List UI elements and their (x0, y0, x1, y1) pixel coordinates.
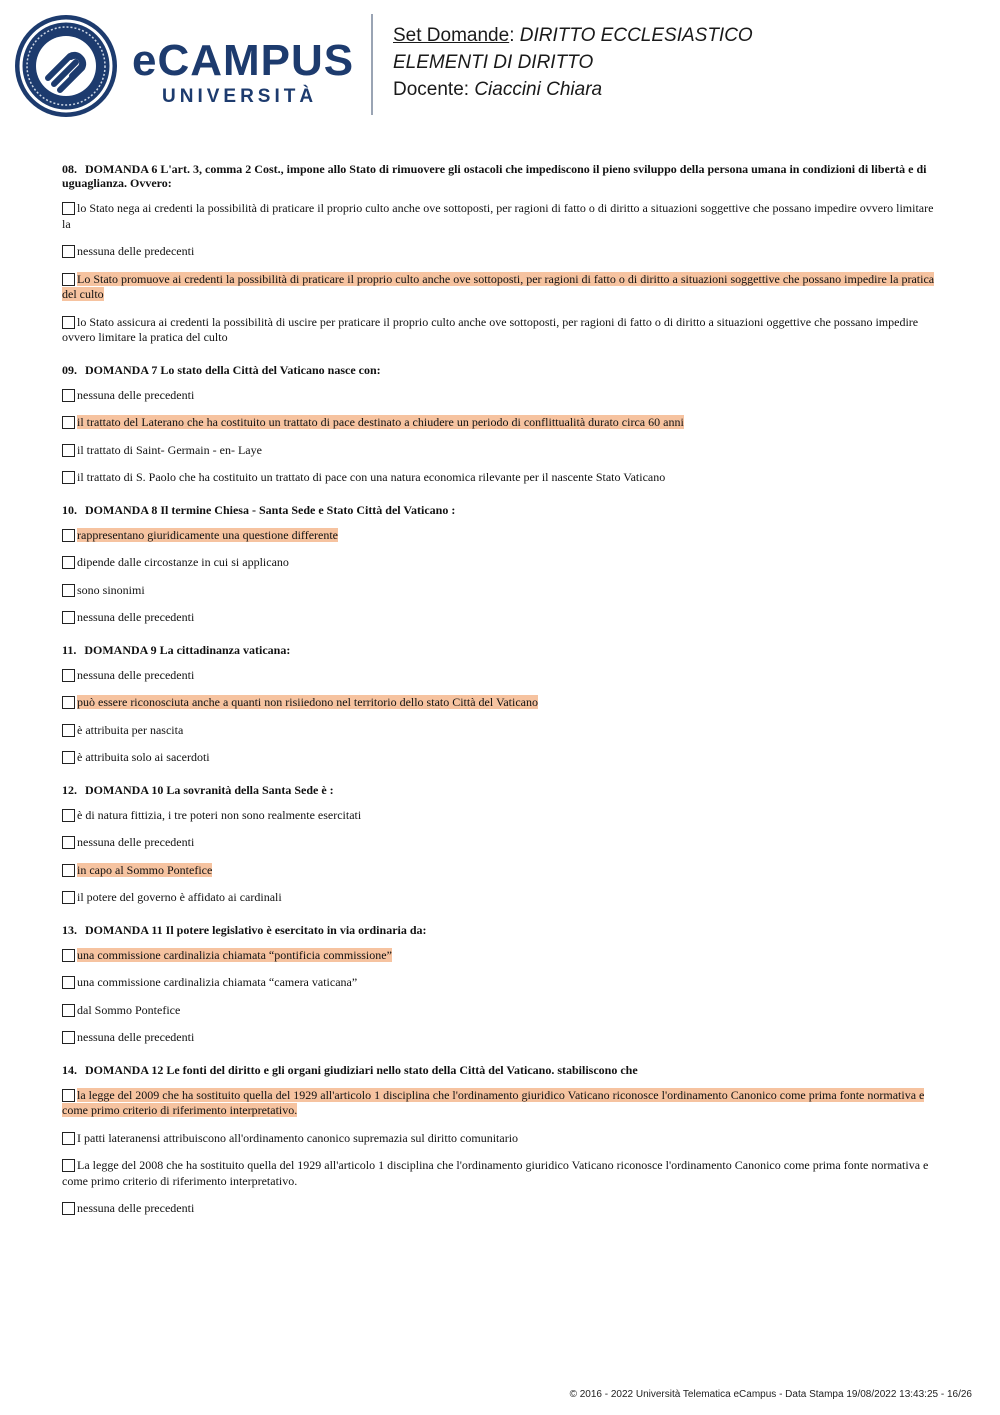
checkbox-icon[interactable] (62, 1132, 75, 1145)
question-title (62, 162, 938, 190)
question-title (62, 923, 938, 937)
checkbox-icon[interactable] (62, 273, 75, 286)
answer-option (62, 443, 938, 459)
question-block (62, 643, 938, 766)
checkbox-icon[interactable] (62, 416, 75, 429)
question-text: DOMANDA 7 Lo stato della Città del Vaticano nasce con: (85, 362, 381, 377)
answer-option (62, 1158, 938, 1189)
set-label: Set Domande (393, 25, 510, 46)
answer-text: è attribuita per nascita (77, 722, 184, 737)
page-header (0, 0, 1000, 130)
answer-text: il trattato del Laterano che ha costituito un trattato di pace destinato a chiudere un periodo di conflittualità durato circa 60 anni (77, 415, 684, 429)
question-number: 12. (62, 782, 77, 797)
answer-text: Lo Stato promuove ai credenti la possibilità di praticare il proprio culto anche ove sottoposti, per ragioni di fatto o di diritto a situazioni soggettive che possano impedire la pratica del culto (62, 271, 935, 301)
question-block (62, 783, 938, 906)
answer-option-correct (62, 863, 938, 879)
answer-text: nessuna delle precedenti (77, 387, 195, 402)
checkbox-icon[interactable] (62, 556, 75, 569)
question-number: 13. (62, 922, 77, 937)
checkbox-icon[interactable] (62, 584, 75, 597)
answer-option-correct (62, 415, 938, 431)
answer-text: nessuna delle precedenti (77, 1201, 195, 1215)
checkbox-icon[interactable] (62, 389, 75, 402)
checkbox-icon[interactable] (62, 724, 75, 737)
question-number: 09. (62, 362, 77, 377)
checkbox-icon[interactable] (62, 611, 75, 624)
answer-option (62, 1003, 938, 1019)
checkbox-icon[interactable] (62, 202, 75, 215)
answer-option (62, 201, 938, 232)
answer-text: in capo al Sommo Pontefice (77, 862, 213, 877)
answer-text: nessuna delle precedenti (77, 1030, 195, 1044)
answer-text: è attribuita solo ai sacerdoti (77, 750, 210, 764)
ecampus-wordmark (132, 36, 362, 116)
answer-text: dipende dalle circostanze in cui si applicano (77, 555, 289, 569)
question-number: 10. (62, 502, 77, 517)
answer-text: può essere riconosciuta anche a quanti non risiiedono nel territorio dello stato Città del Vaticano (77, 695, 538, 709)
answer-option-correct (62, 948, 938, 964)
checkbox-icon[interactable] (62, 1004, 75, 1017)
answer-option (62, 1131, 938, 1147)
question-block (62, 1063, 938, 1217)
checkbox-icon[interactable] (62, 1159, 75, 1172)
checkbox-icon[interactable] (62, 836, 75, 849)
checkbox-icon[interactable] (62, 864, 75, 877)
checkbox-icon[interactable] (62, 751, 75, 764)
answer-option (62, 555, 938, 571)
answer-option (62, 315, 938, 346)
teacher-label: Docente: (393, 79, 470, 100)
question-title (62, 643, 938, 657)
answer-option (62, 723, 938, 739)
checkbox-icon[interactable] (62, 245, 75, 258)
question-number: 14. (62, 1062, 77, 1077)
question-title (62, 503, 938, 517)
question-title (62, 363, 938, 377)
checkbox-icon[interactable] (62, 1031, 75, 1044)
answer-option (62, 610, 938, 626)
answer-option (62, 890, 938, 906)
answer-option (62, 975, 938, 991)
question-text: DOMANDA 6 L'art. 3, comma 2 Cost., impone allo Stato di rimuovere gli ostacoli che impediscono il pieno sviluppo della persona umana in condizioni di libertà e di uguaglianza. Ovvero: (62, 162, 927, 190)
question-block (62, 363, 938, 486)
set-value: DIRITTO ECCLESIASTICO (519, 25, 753, 46)
answer-text: lo Stato nega ai credenti la possibilità di praticare il proprio culto anche ove sottoposti, per ragioni di fatto o di diritto a situazioni soggettive che possano impedire ovvero limitare la (62, 201, 934, 231)
answer-option (62, 470, 938, 486)
answer-option (62, 835, 938, 851)
question-text: DOMANDA 10 La sovranità della Santa Sede è : (85, 782, 334, 797)
answer-option (62, 244, 938, 260)
answer-option (62, 1030, 938, 1046)
answer-text: nessuna delle precedenti (77, 667, 195, 682)
checkbox-icon[interactable] (62, 471, 75, 484)
question-list (62, 162, 938, 1234)
question-block (62, 162, 938, 346)
answer-option-correct (62, 1088, 938, 1119)
checkbox-icon[interactable] (62, 976, 75, 989)
answer-text: il trattato di Saint- Germain - en- Laye (77, 442, 262, 457)
question-number: 08. (62, 162, 77, 176)
question-text: DOMANDA 12 Le fonti del diritto e gli organi giudiziari nello stato della Città del Vaticano. stabiliscono che (85, 1062, 638, 1077)
answer-text: sono sinonimi (77, 582, 145, 597)
answer-option-correct (62, 695, 938, 711)
question-block (62, 503, 938, 626)
checkbox-icon[interactable] (62, 891, 75, 904)
page-footer: © 2016 - 2022 Università Telematica eCampus - Data Stampa 19/08/2022 13:43:25 - 16/26 (569, 1389, 972, 1400)
answer-text: nessuna delle precedenti (77, 835, 195, 849)
question-number: 11. (62, 642, 77, 657)
answer-text: dal Sommo Pontefice (77, 1002, 181, 1017)
question-text: DOMANDA 9 La cittadinanza vaticana: (84, 642, 291, 657)
answer-text: il trattato di S. Paolo che ha costituito un trattato di pace con una natura economica rilevante per il nascente Stato Vaticano (77, 470, 666, 484)
checkbox-icon[interactable] (62, 696, 75, 709)
answer-option (62, 750, 938, 766)
brand-subtitle: UNIVERSITÀ (162, 86, 318, 107)
answer-option (62, 808, 938, 824)
set-value-line2: ELEMENTI DI DIRITTO (393, 52, 594, 73)
answer-text: lo Stato assicura ai credenti la possibilità di uscire per praticare il proprio culto anche ove sottoposti, per ragioni di fatto o di diritto a situazioni oggettive che possano impedire ovvero limitare la pratica del culto (62, 314, 919, 344)
question-text: DOMANDA 11 Il potere legislativo è esercitato in via ordinaria da: (85, 922, 427, 937)
answer-option-correct (62, 272, 938, 303)
answer-text: il potere del governo è affidato ai cardinali (77, 890, 282, 904)
course-info (393, 22, 753, 103)
answer-text: nessuna delle predecenti (77, 244, 195, 258)
answer-text: una commissione cardinalizia chiamata “pontificia commissione” (77, 947, 392, 962)
question-text: DOMANDA 8 Il termine Chiesa - Santa Sede e Stato Città del Vaticano : (85, 502, 456, 517)
set-line: Set Domande: DIRITTO ECCLESIASTICO (393, 25, 753, 46)
answer-text: la legge del 2009 che ha sostituito quella del 1929 all'articolo 1 disciplina che l'ordinamento giuridico Vaticano riconosce l'ordinamento Canonico come prima fonte normativa e come primo criterio di riferimento interpretativo. (62, 1087, 925, 1117)
checkbox-icon[interactable] (62, 1089, 75, 1102)
checkbox-icon[interactable] (62, 444, 75, 457)
question-block (62, 923, 938, 1046)
checkbox-icon[interactable] (62, 529, 75, 542)
answer-option (62, 583, 938, 599)
checkbox-icon[interactable] (62, 809, 75, 822)
brand-name: eCAMPUS (132, 36, 355, 85)
checkbox-icon[interactable] (62, 949, 75, 962)
answer-text: I patti lateranensi attribuiscono all'ordinamento canonico supremazia sul diritto comunitario (77, 1130, 519, 1145)
header-divider (371, 14, 373, 115)
question-title (62, 1063, 938, 1077)
answer-text: è di natura fittizia, i tre poteri non sono realmente esercitati (77, 807, 362, 822)
checkbox-icon[interactable] (62, 1202, 75, 1215)
answer-option-correct (62, 528, 938, 544)
answer-text: rappresentano giuridicamente una questione differente (77, 527, 339, 542)
answer-text: una commissione cardinalizia chiamata “camera vaticana” (77, 975, 358, 989)
answer-text: La legge del 2008 che ha sostituito quella del 1929 all'articolo 1 disciplina che l'ordinamento giuridico Vaticano riconosce l'ordinamento Canonico come prima fonte normativa e come primo criterio di riferimento interpretativo. (62, 1158, 929, 1188)
checkbox-icon[interactable] (62, 316, 75, 329)
teacher-line (393, 76, 753, 103)
checkbox-icon[interactable] (62, 669, 75, 682)
teacher-name: Ciaccini Chiara (474, 79, 603, 100)
answer-option (62, 1201, 938, 1217)
answer-option (62, 668, 938, 684)
question-title (62, 783, 938, 797)
answer-option (62, 388, 938, 404)
university-seal-logo (14, 14, 118, 118)
answer-text: nessuna delle precedenti (77, 610, 195, 624)
